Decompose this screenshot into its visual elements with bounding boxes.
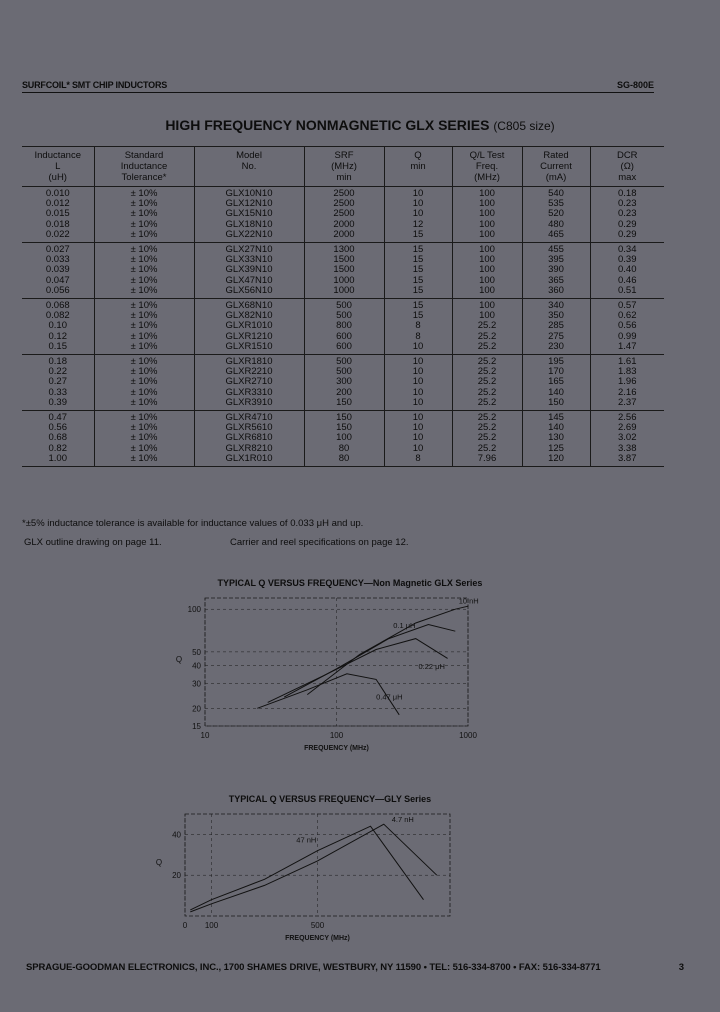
page-title-main: HIGH FREQUENCY NONMAGNETIC GLX SERIES bbox=[165, 117, 490, 133]
cell-dcr: 1.47 bbox=[590, 342, 664, 355]
cell-inductance: 0.033 bbox=[45, 254, 70, 266]
cell-model: GLX10N10 bbox=[194, 187, 304, 200]
cell-inductance: 0.018 bbox=[45, 218, 70, 230]
cell-dcr: 1.61 bbox=[590, 355, 664, 368]
spec-table-body bbox=[22, 187, 664, 467]
cell-current: 120 bbox=[522, 454, 590, 467]
outline-note: GLX outline drawing on page 11. bbox=[24, 537, 162, 548]
cell-tolerance: ± 10% bbox=[94, 199, 194, 209]
cell-inductance: 0.068 bbox=[22, 299, 94, 312]
cell-test-freq: 25.2 bbox=[452, 367, 522, 377]
cell-tolerance: ± 10% bbox=[94, 398, 194, 411]
cell-dcr: 1.83 bbox=[590, 367, 664, 377]
cell-current: 535 bbox=[522, 199, 590, 209]
cell-dcr: 0.29 bbox=[590, 220, 664, 230]
cell-inductance: 0.12 bbox=[48, 330, 67, 342]
x-tick-label: 1000 bbox=[459, 731, 477, 740]
cell-tolerance: ± 10% bbox=[94, 444, 194, 454]
cell-model: GLX22N10 bbox=[194, 230, 304, 243]
cell-q: 15 bbox=[384, 311, 452, 321]
cell-current: 195 bbox=[522, 355, 590, 368]
cell-model: GLXR8210 bbox=[194, 444, 304, 454]
cell-test-freq: 100 bbox=[452, 243, 522, 256]
cell-q: 15 bbox=[384, 276, 452, 286]
cell-current: 390 bbox=[522, 265, 590, 275]
cell-q: 15 bbox=[384, 265, 452, 275]
cell-test-freq: 100 bbox=[452, 220, 522, 230]
cell-model: GLX33N10 bbox=[194, 255, 304, 265]
cell-dcr: 2.16 bbox=[590, 388, 664, 398]
cell-srf: 500 bbox=[304, 355, 384, 368]
x-axis-label: FREQUENCY (MHz) bbox=[285, 935, 350, 942]
cell-q: 10 bbox=[384, 209, 452, 219]
cell-test-freq: 100 bbox=[452, 299, 522, 312]
cell-inductance: 0.39 bbox=[48, 396, 67, 408]
cell-q: 10 bbox=[384, 433, 452, 443]
cell-test-freq: 25.2 bbox=[452, 444, 522, 454]
col-header-srf: SRF (MHz) min bbox=[304, 147, 384, 187]
cell-dcr: 0.62 bbox=[590, 311, 664, 321]
cell-tolerance: ± 10% bbox=[94, 230, 194, 243]
x-tick-label: 100 bbox=[204, 921, 219, 930]
cell-srf: 150 bbox=[304, 398, 384, 411]
cell-srf: 800 bbox=[304, 321, 384, 331]
cell-inductance: 0.10 bbox=[48, 320, 67, 332]
cell-srf: 2000 bbox=[304, 220, 384, 230]
cell-test-freq: 25.2 bbox=[452, 398, 522, 411]
chart1-glx-q-vs-frequency bbox=[0, 590, 720, 760]
cell-dcr: 0.23 bbox=[590, 199, 664, 209]
cell-model: GLX18N10 bbox=[194, 220, 304, 230]
y-axis-label: Q bbox=[155, 858, 163, 867]
cell-srf: 1300 bbox=[304, 243, 384, 256]
cell-inductance: 0.082 bbox=[45, 310, 70, 322]
cell-tolerance: ± 10% bbox=[94, 433, 194, 443]
cell-srf: 600 bbox=[304, 342, 384, 355]
cell-srf: 2000 bbox=[304, 230, 384, 243]
cell-test-freq: 25.2 bbox=[452, 342, 522, 355]
cell-srf: 500 bbox=[304, 311, 384, 321]
cell-current: 140 bbox=[522, 388, 590, 398]
series-line-1 bbox=[307, 606, 468, 694]
x-axis-label: FREQUENCY (MHz) bbox=[304, 745, 369, 752]
cell-q: 8 bbox=[384, 454, 452, 467]
cell-model: GLX47N10 bbox=[194, 276, 304, 286]
cell-q: 10 bbox=[384, 423, 452, 433]
cell-current: 365 bbox=[522, 276, 590, 286]
cell-srf: 100 bbox=[304, 433, 384, 443]
cell-srf: 2500 bbox=[304, 187, 384, 200]
cell-inductance: 0.015 bbox=[45, 208, 70, 220]
cell-dcr: 2.56 bbox=[590, 411, 664, 424]
cell-current: 465 bbox=[522, 230, 590, 243]
table-row bbox=[22, 286, 664, 299]
col-header-dcr: DCR (Ω) max bbox=[590, 147, 664, 187]
cell-dcr: 0.56 bbox=[590, 321, 664, 331]
cell-current: 165 bbox=[522, 377, 590, 387]
table-row bbox=[22, 398, 664, 411]
series-label: 0.22 μH bbox=[418, 661, 445, 671]
cell-model: GLX56N10 bbox=[194, 286, 304, 299]
cell-q: 15 bbox=[384, 255, 452, 265]
y-axis-label: Q bbox=[175, 655, 183, 664]
cell-tolerance: ± 10% bbox=[94, 255, 194, 265]
cell-current: 540 bbox=[522, 187, 590, 200]
cell-model: GLX68N10 bbox=[194, 299, 304, 312]
cell-current: 285 bbox=[522, 321, 590, 331]
cell-tolerance: ± 10% bbox=[94, 411, 194, 424]
cell-dcr: 0.57 bbox=[590, 299, 664, 312]
cell-q: 10 bbox=[384, 398, 452, 411]
cell-q: 10 bbox=[384, 444, 452, 454]
cell-srf: 2500 bbox=[304, 209, 384, 219]
y-tick-label: 40 bbox=[192, 661, 201, 671]
y-tick-label: 20 bbox=[172, 871, 181, 881]
cell-inductance: 1.00 bbox=[22, 454, 94, 467]
cell-test-freq: 25.2 bbox=[452, 332, 522, 342]
cell-srf: 1500 bbox=[304, 255, 384, 265]
col-header-inductance: Inductance L (uH) bbox=[22, 147, 94, 187]
cell-dcr: 3.87 bbox=[590, 454, 664, 467]
col-header-current: Rated Current (mA) bbox=[522, 147, 590, 187]
cell-test-freq: 100 bbox=[452, 276, 522, 286]
cell-current: 395 bbox=[522, 255, 590, 265]
cell-tolerance: ± 10% bbox=[94, 321, 194, 331]
cell-tolerance: ± 10% bbox=[94, 243, 194, 256]
cell-inductance: 0.027 bbox=[22, 243, 94, 256]
spec-table-header bbox=[22, 147, 664, 187]
cell-tolerance: ± 10% bbox=[94, 311, 194, 321]
table-row bbox=[22, 454, 664, 467]
cell-inductance: 0.33 bbox=[48, 386, 67, 398]
cell-tolerance: ± 10% bbox=[94, 388, 194, 398]
y-tick-label: 20 bbox=[192, 704, 201, 714]
cell-inductance: 0.022 bbox=[45, 228, 70, 240]
cell-inductance: 0.010 bbox=[22, 187, 94, 200]
cell-current: 350 bbox=[522, 311, 590, 321]
cell-model: GLX12N10 bbox=[194, 199, 304, 209]
spec-table bbox=[22, 146, 664, 467]
cell-tolerance: ± 10% bbox=[94, 454, 194, 467]
series-label: 4.7 nH bbox=[391, 815, 414, 825]
chart2-gly-q-vs-frequency bbox=[0, 806, 720, 956]
cell-dcr: 0.39 bbox=[590, 255, 664, 265]
cell-current: 150 bbox=[522, 398, 590, 411]
cell-model: GLXR1510 bbox=[194, 342, 304, 355]
x-tick-label: 100 bbox=[329, 731, 344, 740]
cell-q: 10 bbox=[384, 377, 452, 387]
cell-dcr: 0.23 bbox=[590, 209, 664, 219]
cell-current: 360 bbox=[522, 286, 590, 299]
cell-inductance: 0.22 bbox=[48, 366, 67, 378]
cell-test-freq: 25.2 bbox=[452, 411, 522, 424]
y-tick-label: 40 bbox=[172, 830, 181, 840]
cell-current: 275 bbox=[522, 332, 590, 342]
cell-q: 8 bbox=[384, 321, 452, 331]
cell-tolerance: ± 10% bbox=[94, 265, 194, 275]
cell-q: 10 bbox=[384, 187, 452, 200]
x-tick-label: 10 bbox=[200, 731, 210, 740]
cell-srf: 2500 bbox=[304, 199, 384, 209]
cell-q: 15 bbox=[384, 230, 452, 243]
footer-contact: SPRAGUE-GOODMAN ELECTRONICS, INC., 1700 SHAMES DRIVE, WESTBURY, NY 11590 • TEL: 516-334-8700 • FAX: 516-334-8771 bbox=[26, 962, 601, 973]
cell-tolerance: ± 10% bbox=[94, 367, 194, 377]
col-header-test-freq: Q/L Test Freq. (MHz) bbox=[452, 147, 522, 187]
cell-test-freq: 25.2 bbox=[452, 355, 522, 368]
cell-test-freq: 100 bbox=[452, 311, 522, 321]
series-label: 0.1 μH bbox=[393, 620, 416, 630]
cell-inductance: 0.012 bbox=[45, 198, 70, 210]
cell-model: GLXR4710 bbox=[194, 411, 304, 424]
cell-dcr: 0.29 bbox=[590, 230, 664, 243]
chart2-title: TYPICAL Q VERSUS FREQUENCY—GLY Series bbox=[228, 794, 432, 804]
y-tick-label: 50 bbox=[192, 647, 201, 657]
cell-dcr: 0.99 bbox=[590, 332, 664, 342]
cell-dcr: 0.18 bbox=[590, 187, 664, 200]
page-title bbox=[0, 117, 720, 133]
cell-srf: 200 bbox=[304, 388, 384, 398]
cell-test-freq: 100 bbox=[452, 255, 522, 265]
cell-srf: 500 bbox=[304, 367, 384, 377]
cell-q: 10 bbox=[384, 367, 452, 377]
cell-current: 455 bbox=[522, 243, 590, 256]
cell-current: 170 bbox=[522, 367, 590, 377]
cell-tolerance: ± 10% bbox=[94, 377, 194, 387]
cell-test-freq: 25.2 bbox=[452, 321, 522, 331]
cell-current: 520 bbox=[522, 209, 590, 219]
x-tick-label: 500 bbox=[310, 921, 325, 930]
cell-q: 10 bbox=[384, 411, 452, 424]
cell-srf: 150 bbox=[304, 423, 384, 433]
cell-model: GLXR5610 bbox=[194, 423, 304, 433]
cell-current: 230 bbox=[522, 342, 590, 355]
col-header-model: Model No. bbox=[194, 147, 304, 187]
cell-inductance: 0.68 bbox=[48, 432, 67, 444]
cell-current: 145 bbox=[522, 411, 590, 424]
cell-dcr: 3.38 bbox=[590, 444, 664, 454]
cell-test-freq: 25.2 bbox=[452, 433, 522, 443]
cell-test-freq: 100 bbox=[452, 286, 522, 299]
cell-srf: 150 bbox=[304, 411, 384, 424]
cell-model: GLX39N10 bbox=[194, 265, 304, 275]
col-header-q: Q min bbox=[384, 147, 452, 187]
cell-tolerance: ± 10% bbox=[94, 423, 194, 433]
cell-dcr: 0.34 bbox=[590, 243, 664, 256]
cell-srf: 1500 bbox=[304, 265, 384, 275]
cell-tolerance: ± 10% bbox=[94, 187, 194, 200]
cell-q: 15 bbox=[384, 286, 452, 299]
cell-model: GLXR1810 bbox=[194, 355, 304, 368]
cell-q: 12 bbox=[384, 220, 452, 230]
cell-model: GLXR1010 bbox=[194, 321, 304, 331]
table-row bbox=[22, 230, 664, 243]
cell-tolerance: ± 10% bbox=[94, 355, 194, 368]
cell-test-freq: 25.2 bbox=[452, 377, 522, 387]
cell-inductance: 0.039 bbox=[45, 264, 70, 276]
series-label: 47 nH bbox=[296, 835, 317, 845]
cell-test-freq: 7.96 bbox=[452, 454, 522, 467]
cell-inductance: 0.18 bbox=[22, 355, 94, 368]
cell-test-freq: 100 bbox=[452, 230, 522, 243]
cell-test-freq: 25.2 bbox=[452, 423, 522, 433]
cell-dcr: 1.96 bbox=[590, 377, 664, 387]
cell-srf: 500 bbox=[304, 299, 384, 312]
cell-dcr: 3.02 bbox=[590, 433, 664, 443]
cell-q: 15 bbox=[384, 243, 452, 256]
cell-inductance: 0.47 bbox=[22, 411, 94, 424]
cell-tolerance: ± 10% bbox=[94, 286, 194, 299]
cell-test-freq: 100 bbox=[452, 265, 522, 275]
y-tick-label: 100 bbox=[187, 605, 201, 615]
cell-current: 340 bbox=[522, 299, 590, 312]
cell-q: 8 bbox=[384, 332, 452, 342]
cell-test-freq: 25.2 bbox=[452, 388, 522, 398]
cell-tolerance: ± 10% bbox=[94, 220, 194, 230]
cell-model: GLXR6810 bbox=[194, 433, 304, 443]
cell-inductance: 0.056 bbox=[45, 284, 70, 296]
page-title-size: (C805 size) bbox=[493, 119, 555, 133]
table-row bbox=[22, 342, 664, 355]
chart1-title: TYPICAL Q VERSUS FREQUENCY—Non Magnetic GLX Series bbox=[217, 578, 483, 588]
cell-model: GLXR2210 bbox=[194, 367, 304, 377]
cell-q: 10 bbox=[384, 388, 452, 398]
cell-srf: 600 bbox=[304, 332, 384, 342]
y-tick-label: 15 bbox=[192, 722, 201, 731]
header-series-label: SURFCOIL* SMT CHIP INDUCTORS bbox=[22, 80, 168, 90]
page-number: 3 bbox=[678, 962, 684, 973]
cell-model: GLX15N10 bbox=[194, 209, 304, 219]
cell-inductance: 0.27 bbox=[48, 376, 67, 388]
cell-model: GLX82N10 bbox=[194, 311, 304, 321]
cell-model: GLXR2710 bbox=[194, 377, 304, 387]
carrier-note: Carrier and reel specifications on page 12. bbox=[230, 537, 409, 548]
cell-tolerance: ± 10% bbox=[94, 332, 194, 342]
cell-model: GLX27N10 bbox=[194, 243, 304, 256]
cell-tolerance: ± 10% bbox=[94, 276, 194, 286]
cell-q: 15 bbox=[384, 299, 452, 312]
cell-q: 10 bbox=[384, 199, 452, 209]
cell-srf: 1000 bbox=[304, 286, 384, 299]
cell-model: GLXR3310 bbox=[194, 388, 304, 398]
cell-current: 130 bbox=[522, 433, 590, 443]
tolerance-note: *±5% inductance tolerance is available for inductance values of 0.033 μH and up. bbox=[22, 518, 364, 529]
cell-test-freq: 100 bbox=[452, 209, 522, 219]
cell-current: 125 bbox=[522, 444, 590, 454]
header-catalog-code: SG-800E bbox=[616, 80, 654, 90]
cell-tolerance: ± 10% bbox=[94, 209, 194, 219]
cell-inductance: 0.56 bbox=[48, 422, 67, 434]
cell-srf: 300 bbox=[304, 377, 384, 387]
cell-q: 10 bbox=[384, 342, 452, 355]
cell-test-freq: 100 bbox=[452, 199, 522, 209]
y-tick-label: 30 bbox=[192, 679, 201, 689]
cell-dcr: 2.69 bbox=[590, 423, 664, 433]
cell-srf: 80 bbox=[304, 444, 384, 454]
cell-q: 10 bbox=[384, 355, 452, 368]
cell-srf: 1000 bbox=[304, 276, 384, 286]
cell-tolerance: ± 10% bbox=[94, 342, 194, 355]
cell-model: GLXR3910 bbox=[194, 398, 304, 411]
cell-dcr: 2.37 bbox=[590, 398, 664, 411]
series-label: 0.47 μH bbox=[376, 692, 403, 702]
cell-inductance: 0.047 bbox=[45, 274, 70, 286]
cell-dcr: 0.46 bbox=[590, 276, 664, 286]
cell-dcr: 0.51 bbox=[590, 286, 664, 299]
cell-current: 140 bbox=[522, 423, 590, 433]
header-rule bbox=[22, 92, 654, 93]
cell-model: GLX1R010 bbox=[194, 454, 304, 467]
cell-tolerance: ± 10% bbox=[94, 299, 194, 312]
cell-current: 480 bbox=[522, 220, 590, 230]
x-tick-label: 0 bbox=[182, 921, 188, 930]
cell-test-freq: 100 bbox=[452, 187, 522, 200]
cell-inductance: 0.15 bbox=[48, 340, 67, 352]
cell-dcr: 0.40 bbox=[590, 265, 664, 275]
cell-srf: 80 bbox=[304, 454, 384, 467]
series-label: 10 nH bbox=[458, 596, 479, 606]
cell-inductance: 0.82 bbox=[48, 442, 67, 454]
cell-model: GLXR1210 bbox=[194, 332, 304, 342]
col-header-tolerance: Standard Inductance Tolerance* bbox=[94, 147, 194, 187]
